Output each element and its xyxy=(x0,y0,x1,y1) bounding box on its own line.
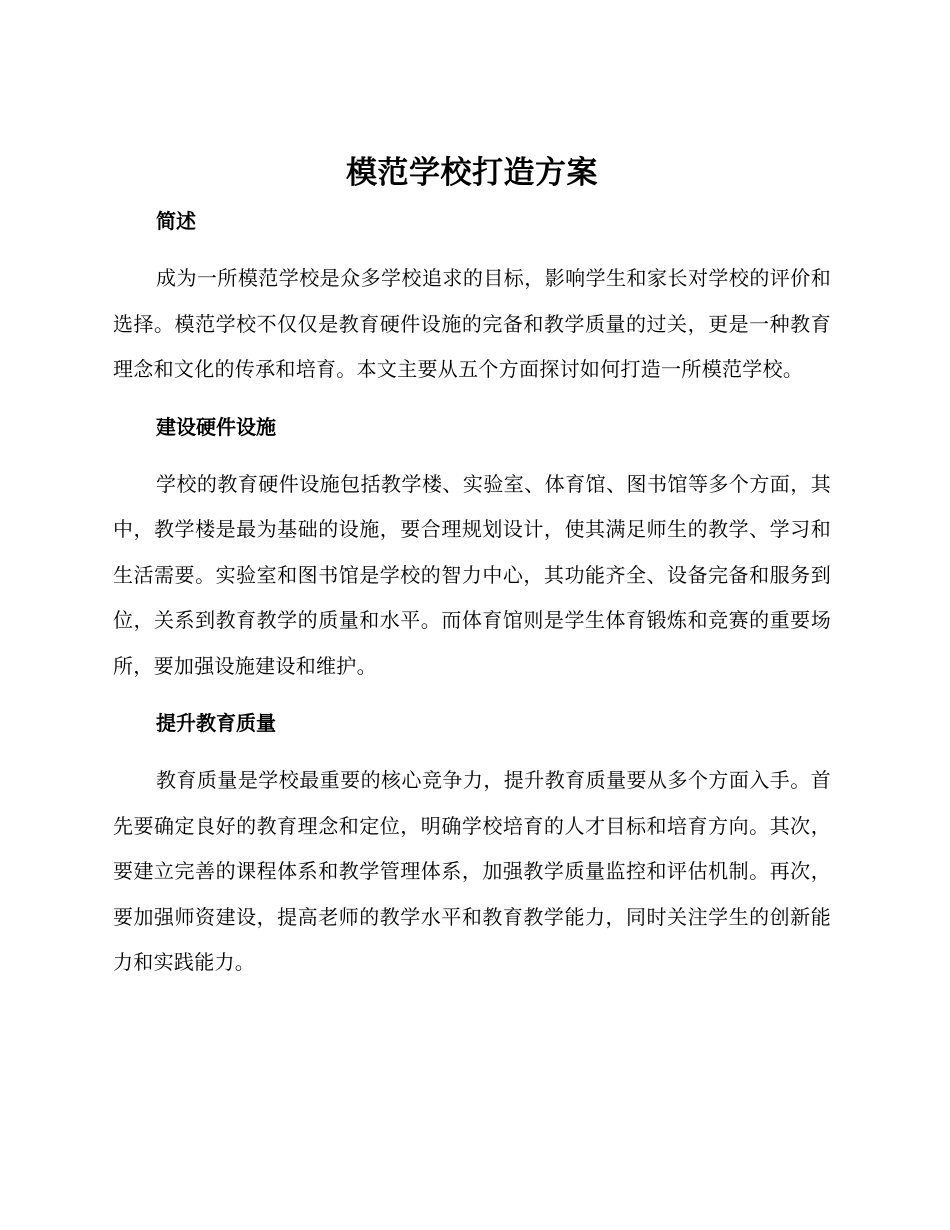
section-paragraph: 教育质量是学校最重要的核心竞争力，提升教育质量要从多个方面入手。首先要确定良好的教育理念和定位，明确学校培育的人才目标和培育方向。其次，要建立完善的课程体系和教学管理体系，加强教学质量监控和评估机制。再次，要加强师资建设，提高老师的教学水平和教育教学能力，同时关注学生的创新能力和实践能力。 xyxy=(113,768,831,974)
section-heading: 提升教育质量 xyxy=(156,711,276,735)
section-hardware-facilities xyxy=(113,413,831,690)
section-overview xyxy=(113,207,831,393)
section-heading: 建设硬件设施 xyxy=(156,414,276,439)
section-education-quality xyxy=(113,709,831,986)
document-title: 模范学校打造方案 xyxy=(346,155,598,191)
section-heading: 简述 xyxy=(156,209,196,233)
section-paragraph: 学校的教育硬件设施包括教学楼、实验室、体育馆、图书馆等多个方面，其中，教学楼是最为基础的设施，要合理规划设计，使其满足师生的教学、学习和生活需要。实验室和图书馆是学校的智力中心，其功能齐全、设备完备和服务到位，关系到教育教学的质量和水平。而体育馆则是学生体育锻炼和竞赛的重要场所，要加强设施建设和维护。 xyxy=(113,471,831,678)
section-paragraph: 成为一所模范学校是众多学校追求的目标，影响学生和家长对学校的评价和选择。模范学校不仅仅是教育硬件设施的完备和教学质量的过关，更是一种教育理念和文化的传承和培育。本文主要从五个方面探讨如何打造一所模范学校。 xyxy=(113,266,831,381)
document-body xyxy=(113,150,831,986)
